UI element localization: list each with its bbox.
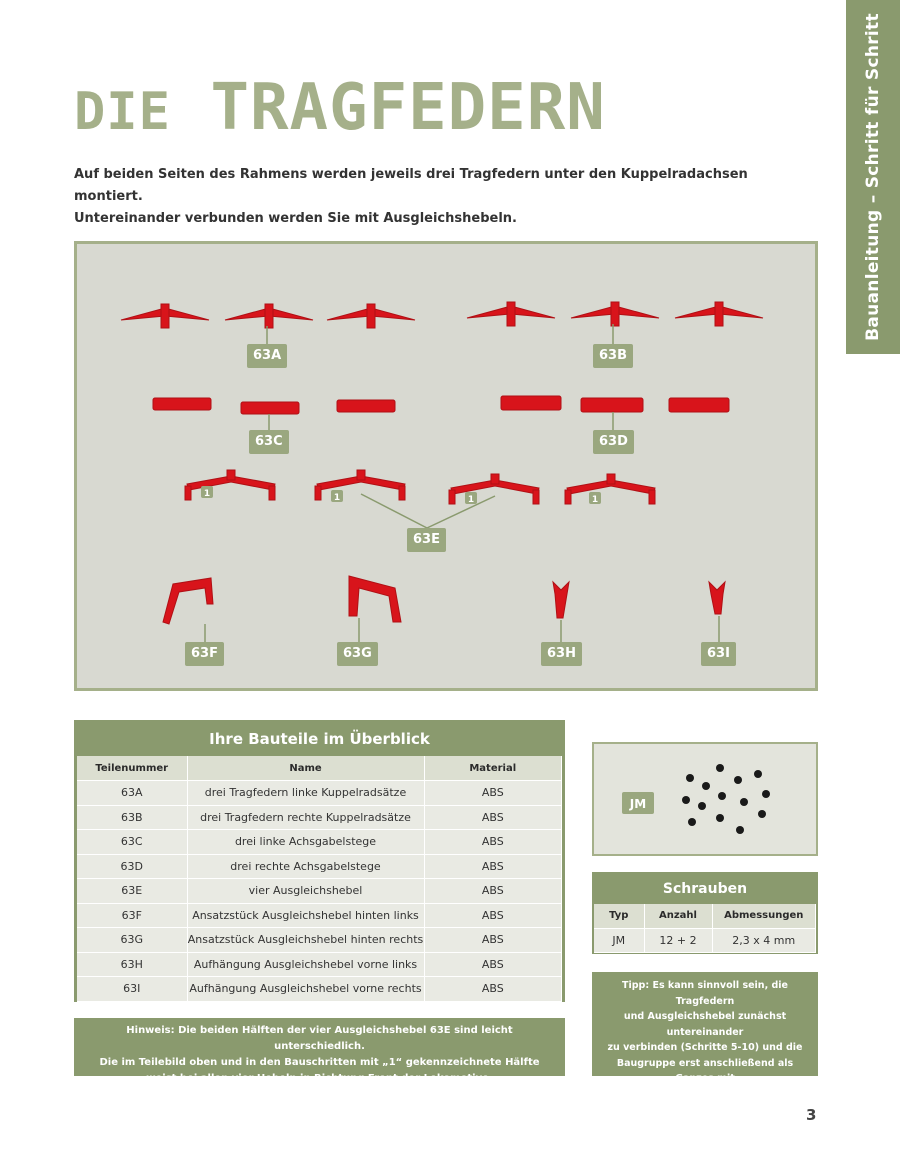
intro-line-2: Untereinander verbunden werden Sie mit Ausgleichshebeln. <box>74 211 517 226</box>
page-number: 3 <box>806 1106 817 1124</box>
table-row <box>77 928 562 953</box>
lever-63e-2 <box>315 470 405 500</box>
parts-illustration <box>77 244 815 688</box>
spring-63a-2 <box>225 304 313 328</box>
part-name-cell: Ansatzstück Ausgleichshebel hinten links <box>187 903 424 928</box>
table-row <box>77 805 562 830</box>
label-63c: 63C <box>249 430 289 454</box>
lever-63e-1 <box>185 470 275 500</box>
screw <box>754 770 762 778</box>
parts-table-title: Ihre Bauteile im Überblick <box>77 723 562 756</box>
col-part-number: Teilenummer <box>77 756 187 781</box>
stay-63d-2 <box>581 398 643 412</box>
arch-63g <box>349 576 401 622</box>
part-material-cell: ABS <box>424 854 562 879</box>
title-part-1: DIE <box>74 82 171 142</box>
col-name: Name <box>187 756 424 781</box>
parts-photo <box>74 241 818 691</box>
screws-title: Schrauben <box>594 874 816 904</box>
part-name-cell: drei Tragfedern linke Kuppelradsätze <box>187 781 424 806</box>
tip-line-1: Tipp: Es kann sinnvoll sein, die Tragfedern <box>622 980 788 1007</box>
part-name-cell: drei linke Achsgabelstege <box>187 830 424 855</box>
part-number-cell: 63I <box>77 977 187 1002</box>
note-line-3: weist bei allen vier Hebeln in Richtung Front der Lokomotive. <box>146 1073 493 1084</box>
label-63b: 63B <box>593 344 633 368</box>
table-row <box>77 830 562 855</box>
screw <box>702 782 710 790</box>
table-row <box>77 879 562 904</box>
tip-box <box>592 972 818 1131</box>
screws-illustration <box>594 744 816 854</box>
label-63d: 63D <box>593 430 634 454</box>
tip-line-6: verbinden. Dies gilt für beide Rahmenseiten. <box>626 1104 784 1131</box>
label-63h: 63H <box>541 642 582 666</box>
screws-count: 12 + 2 <box>644 928 712 952</box>
spring-63b-1 <box>467 302 555 326</box>
stay-63c-2 <box>241 402 299 414</box>
table-row <box>77 854 562 879</box>
part-number-cell: 63G <box>77 928 187 953</box>
marker-1-c-text: 1 <box>467 495 475 505</box>
tip-line-4: Baugruppe erst anschließend als Ganzes mit <box>616 1057 794 1084</box>
screw <box>718 792 726 800</box>
screws-col-dimensions: Abmessungen <box>712 904 816 928</box>
marker-1-d-text: 1 <box>591 495 599 505</box>
marker-1-b-text: 1 <box>333 493 341 503</box>
table-row <box>77 952 562 977</box>
part-material-cell: ABS <box>424 903 562 928</box>
stay-63d-1 <box>501 396 561 410</box>
part-name-cell: Ansatzstück Ausgleichshebel hinten rechts <box>187 928 424 953</box>
label-63f: 63F <box>185 642 224 666</box>
part-number-cell: 63A <box>77 781 187 806</box>
screw <box>698 802 706 810</box>
screws-photo <box>592 742 818 856</box>
screw <box>716 764 724 772</box>
part-name-cell: Aufhängung Ausgleichshebel vorne rechts <box>187 977 424 1002</box>
table-row <box>77 977 562 1002</box>
note-line-2: Die im Teilebild oben und in den Bauschritten mit „1“ gekennzeichnete Hälfte <box>99 1057 540 1068</box>
screw <box>682 796 690 804</box>
stay-63c-3 <box>337 400 395 412</box>
part-number-cell: 63H <box>77 952 187 977</box>
part-number-cell: 63C <box>77 830 187 855</box>
table-row <box>77 781 562 806</box>
screws-dimensions: 2,3 x 4 mm <box>712 928 816 952</box>
spring-63a-1 <box>121 304 209 328</box>
screw <box>762 790 770 798</box>
chapter-tab <box>846 0 900 354</box>
stay-63c-1 <box>153 398 211 410</box>
spring-63b-3 <box>675 302 763 326</box>
screws-col-count: Anzahl <box>644 904 712 928</box>
tip-line-5: den Achsgabeln und dem Rahmen zu <box>606 1088 804 1100</box>
part-number-cell: 63F <box>77 903 187 928</box>
screw <box>688 818 696 826</box>
part-number-cell: 63D <box>77 854 187 879</box>
note-line-1: Hinweis: Die beiden Hälften der vier Ausgleichshebel 63E sind leicht unterschiedlich. <box>126 1025 513 1052</box>
lever-63e-3 <box>449 474 539 504</box>
label-63g: 63G <box>337 642 378 666</box>
screws-table <box>592 872 818 954</box>
part-name-cell: drei Tragfedern rechte Kuppelradsätze <box>187 805 424 830</box>
stay-63d-3 <box>669 398 729 412</box>
screw <box>740 798 748 806</box>
part-material-cell: ABS <box>424 805 562 830</box>
part-material-cell: ABS <box>424 879 562 904</box>
part-material-cell: ABS <box>424 781 562 806</box>
screw <box>758 810 766 818</box>
hanger-63h <box>553 582 569 618</box>
hanger-63i <box>709 582 725 614</box>
jm-label: JM <box>629 797 647 811</box>
part-number-cell: 63B <box>77 805 187 830</box>
chapter-tab-label: Bauanleitung – Schritt für Schritt <box>863 13 883 341</box>
intro-line-1: Auf beiden Seiten des Rahmens werden jeweils drei Tragfedern unter den Kuppelradachsen montiert. <box>74 167 748 204</box>
label-63e: 63E <box>407 528 446 552</box>
screw <box>734 776 742 784</box>
title-part-2: TRAGFEDERN <box>210 71 606 145</box>
screws-col-type: Typ <box>594 904 644 928</box>
part-name-cell: Aufhängung Ausgleichshebel vorne links <box>187 952 424 977</box>
screw <box>736 826 744 834</box>
tip-line-3: zu verbinden (Schritte 5-10) und die <box>607 1042 803 1053</box>
part-material-cell: ABS <box>424 977 562 1002</box>
table-row <box>77 903 562 928</box>
part-material-cell: ABS <box>424 928 562 953</box>
part-material-cell: ABS <box>424 830 562 855</box>
marker-1-a-text: 1 <box>203 489 211 499</box>
lever-63e-4 <box>565 474 655 504</box>
label-63i: 63I <box>701 642 736 666</box>
parts-overview-table <box>74 720 565 1002</box>
spring-63b-2 <box>571 302 659 326</box>
part-name-cell: drei rechte Achsgabelstege <box>187 854 424 879</box>
screws-type: JM <box>594 928 644 952</box>
note-box <box>74 1018 565 1084</box>
spring-63a-3 <box>327 304 415 328</box>
part-name-cell: vier Ausgleichshebel <box>187 879 424 904</box>
label-63a: 63A <box>247 344 287 368</box>
intro-text <box>74 164 774 230</box>
page-title <box>74 68 606 152</box>
part-material-cell: ABS <box>424 952 562 977</box>
arch-63f <box>163 578 213 624</box>
part-number-cell: 63E <box>77 879 187 904</box>
screw <box>716 814 724 822</box>
screw <box>686 774 694 782</box>
col-material: Material <box>424 756 562 781</box>
tip-line-2: und Ausgleichshebel zunächst untereinander <box>623 1011 787 1038</box>
